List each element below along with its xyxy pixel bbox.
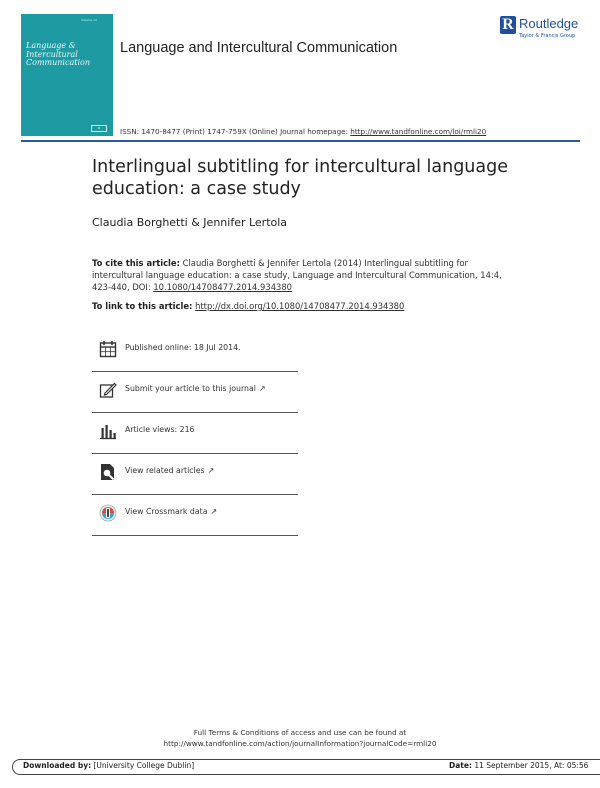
external-link-icon: ↗ [207, 466, 215, 475]
header-divider [21, 140, 580, 142]
journal-title: Language and Intercultural Communication [120, 40, 398, 56]
terms-url-link[interactable]: http://www.tandfonline.com/action/journalInformation?journalCode=rmli20 [163, 739, 437, 748]
link-label: To link to this article: [92, 301, 193, 311]
terms-footer [0, 727, 600, 749]
downloaded-by [23, 761, 194, 770]
doi-link[interactable]: 10.1080/14708477.2014.934380 [153, 282, 293, 293]
publisher-logo[interactable] [500, 16, 590, 46]
crossmark-label: View Crossmark data [125, 507, 208, 516]
submit-article-link[interactable] [125, 384, 266, 393]
journal-homepage-link[interactable]: http://www.tandfonline.com/loi/rmli20 [350, 127, 487, 136]
cover-volume-text: Volume 14 [81, 18, 97, 22]
downloaded-by-label: Downloaded by: [23, 761, 92, 770]
bar-chart-icon [99, 422, 117, 440]
download-date-label: Date: [449, 761, 472, 770]
citation-block [92, 257, 512, 294]
submit-article-label: Submit your article to this journal [125, 384, 256, 393]
cover-publisher-logo: R [91, 125, 107, 132]
routledge-logo-icon: R [500, 16, 516, 34]
cover-title: Language & Intercultural Communication [26, 41, 90, 67]
citation-label: To cite this article: [92, 258, 180, 268]
published-online-item [92, 330, 298, 372]
journal-cover-image [21, 14, 113, 136]
calendar-icon [99, 340, 117, 358]
downloaded-by-value: [University College Dublin] [91, 761, 195, 770]
publisher-tagline: Taylor & Francis Group [519, 33, 576, 39]
crossmark-icon [99, 504, 117, 522]
edit-icon [99, 381, 117, 399]
published-online-label: Published online: 18 Jul 2014. [125, 343, 241, 352]
submit-article-item[interactable] [92, 371, 298, 413]
external-link-icon: ↗ [258, 384, 266, 393]
citation-text: Claudia Borghetti & Jennifer Lertola (2014) Interlingual subtitling for intercultural language education: a case study, Language and Intercultural Communication, 14:4, 423-440, DOI: [92, 258, 502, 293]
download-date-value: 11 September 2015, At: 05:56 [471, 761, 589, 770]
issn-line [120, 127, 486, 136]
download-date [449, 761, 588, 770]
search-document-icon [99, 463, 117, 481]
article-views-label: Article views: 216 [125, 425, 195, 434]
issn-text: ISSN: 1470-8477 (Print) 1747-759X (Online) Journal homepage: [120, 127, 351, 136]
terms-line: Full Terms & Conditions of access and use can be found at [193, 728, 407, 737]
article-title: Interlingual subtitling for intercultural language education: a case study [92, 157, 508, 199]
download-info-bar [12, 759, 600, 775]
article-views-item [92, 412, 298, 454]
crossmark-link[interactable] [125, 507, 217, 516]
article-link-line [92, 301, 404, 311]
related-articles-link[interactable] [125, 466, 214, 475]
publisher-name: Routledge [519, 16, 579, 31]
related-articles-item[interactable] [92, 453, 298, 495]
related-articles-label: View related articles [125, 466, 205, 475]
article-authors: Claudia Borghetti & Jennifer Lertola [92, 216, 288, 229]
external-link-icon: ↗ [210, 507, 218, 516]
article-url-link[interactable]: http://dx.doi.org/10.1080/14708477.2014.934380 [195, 301, 405, 311]
crossmark-item[interactable] [92, 494, 298, 536]
